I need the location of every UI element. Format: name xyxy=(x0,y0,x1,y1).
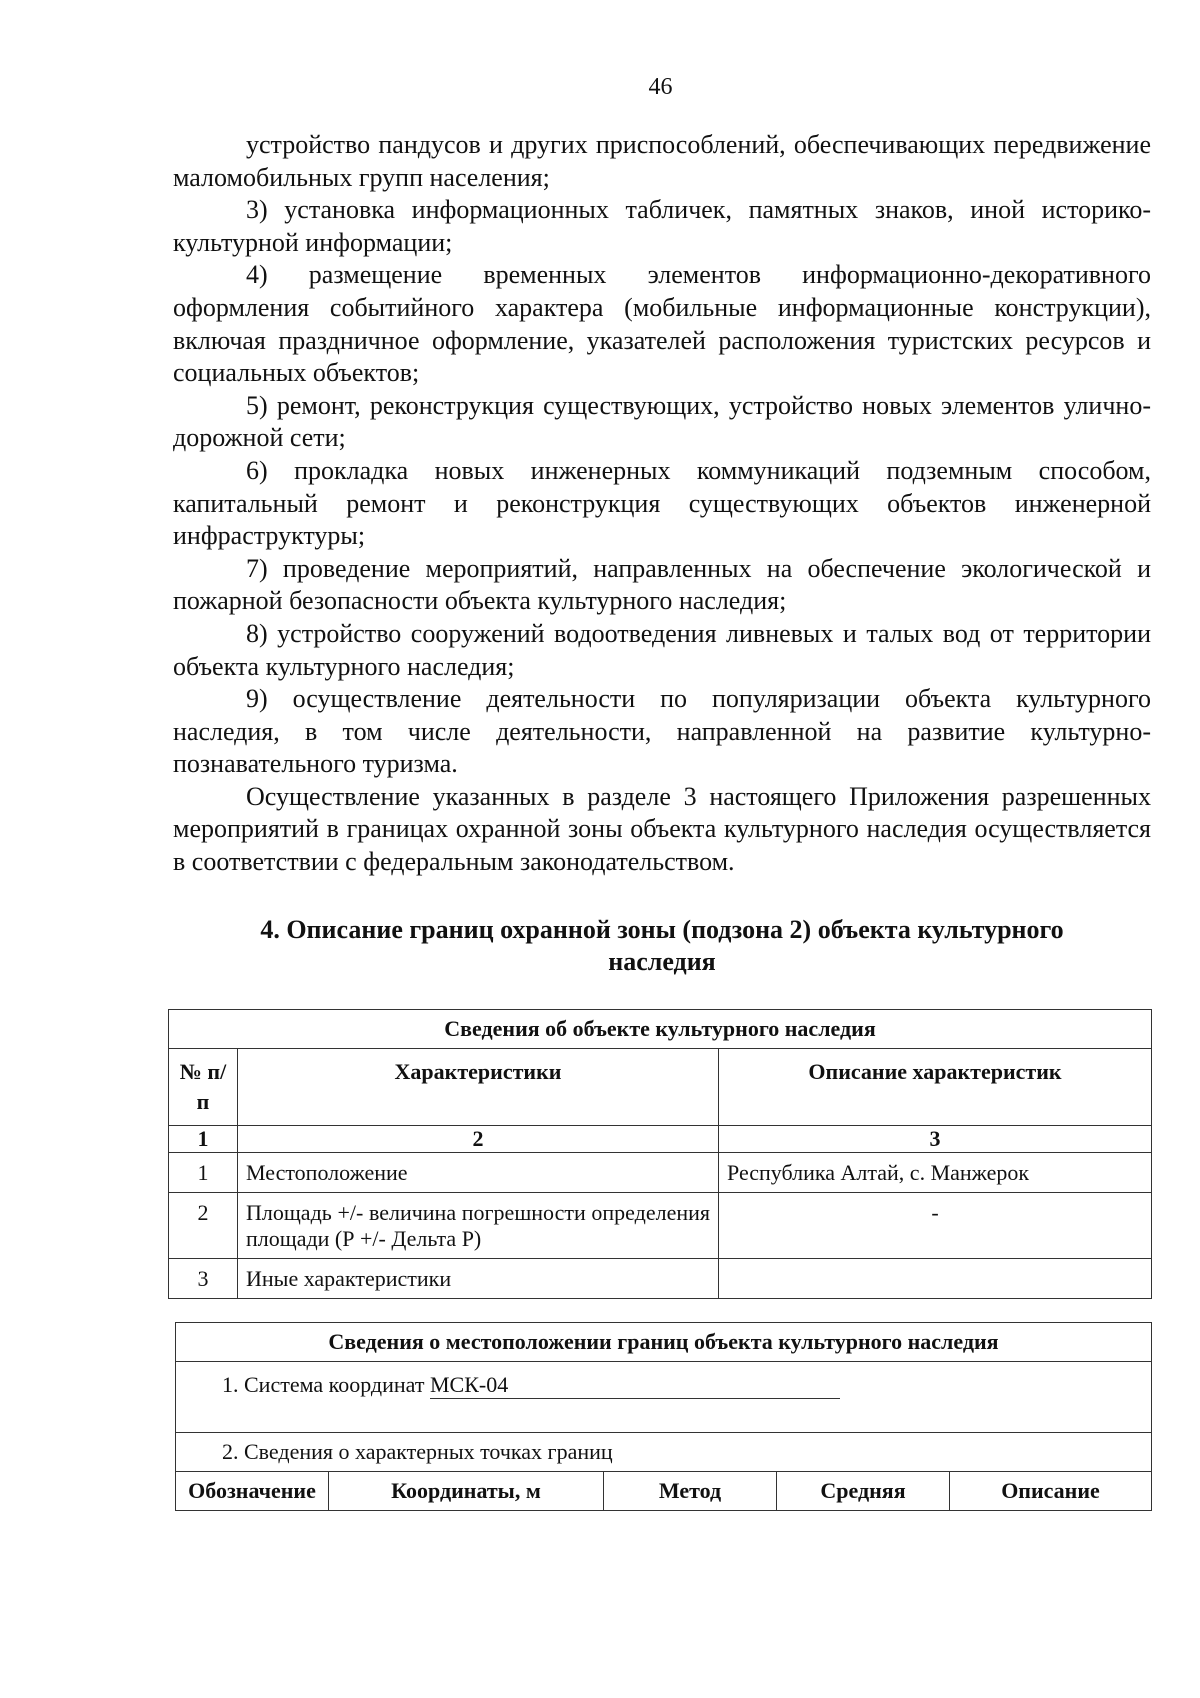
object-info-table xyxy=(168,1009,1152,1299)
row-value: - xyxy=(719,1193,1152,1259)
column-header-coordinates: Координаты, м xyxy=(329,1472,604,1511)
location-table xyxy=(175,1322,1152,1511)
column-header-designation: Обозначение xyxy=(176,1472,329,1511)
column-header-description: Описание xyxy=(950,1472,1152,1511)
page-number: 46 xyxy=(648,74,673,100)
coordinate-system-value: МСК-04 xyxy=(430,1372,840,1399)
paragraph: 9) осуществление деятельности по популяризации объекта культурного наследия, в том числе деятельности, направленной на развитие культурно-познавательного туризма. xyxy=(173,684,1151,779)
column-header-characteristics: Характеристики xyxy=(238,1049,719,1126)
row-characteristic: Иные характеристики xyxy=(238,1259,719,1299)
table-caption: Сведения о местоположении границ объекта культурного наследия xyxy=(176,1323,1152,1362)
column-number: 1 xyxy=(169,1126,238,1153)
paragraph: 4) размещение временных элементов информационно-декоративного оформления событийного характера (мобильные информационные конструкции), включая праздничное оформление, указателей расположения туристских ресурсов и социальных объектов; xyxy=(173,260,1151,388)
table-row xyxy=(169,1153,1152,1193)
paragraph: 7) проведение мероприятий, направленных на обеспечение экологической и пожарной безопасности объекта культурного наследия; xyxy=(173,553,1151,616)
table-caption: Сведения об объекте культурного наследия xyxy=(169,1010,1152,1049)
coordinate-system-label: 1. Система координат xyxy=(222,1372,425,1397)
row-number: 3 xyxy=(169,1259,238,1299)
paragraph: 6) прокладка новых инженерных коммуникаций подземным способом, капитальный ремонт и реконструкция существующих объектов инженерной инфраструктуры; xyxy=(173,455,1151,551)
section-heading-line: 4. Описание границ охранной зоны (подзона 2) объекта культурного xyxy=(260,915,1064,944)
row-characteristic: Местоположение xyxy=(238,1153,719,1193)
body-text xyxy=(173,129,1151,879)
row-number: 2 xyxy=(169,1193,238,1259)
paragraph: Осуществление указанных в разделе 3 настоящего Приложения разрешенных мероприятий в границах охранной зоны объекта культурного наследия осуществляется в соответствии с федеральным законодательством. xyxy=(173,781,1151,877)
column-header-number: № п/п xyxy=(169,1049,238,1126)
column-number: 2 xyxy=(238,1126,719,1153)
column-header-average: Средняя xyxy=(777,1472,950,1511)
section-heading xyxy=(173,914,1151,978)
column-number: 3 xyxy=(719,1126,1152,1153)
row-value: Республика Алтай, с. Манжерок xyxy=(719,1153,1152,1193)
paragraph: 8) устройство сооружений водоотведения ливневых и талых вод от территории объекта культурного наследия; xyxy=(173,618,1151,681)
table-row xyxy=(169,1259,1152,1299)
row-number: 1 xyxy=(169,1153,238,1193)
row-characteristic: Площадь +/- величина погрешности определения площади (Р +/- Дельта Р) xyxy=(238,1193,719,1259)
section-heading-line: наследия xyxy=(608,947,716,976)
points-label: 2. Сведения о характерных точках границ xyxy=(176,1433,1152,1472)
table-row xyxy=(169,1193,1152,1259)
column-header-description: Описание характеристик xyxy=(719,1049,1152,1126)
row-value xyxy=(719,1259,1152,1299)
coordinate-system-row xyxy=(176,1362,1152,1433)
column-header-method: Метод xyxy=(604,1472,777,1511)
paragraph: 3) установка информационных табличек, памятных знаков, иной историко-культурной информации; xyxy=(173,195,1151,257)
paragraph: устройство пандусов и других приспособлений, обеспечивающих передвижение маломобильных групп населения; xyxy=(173,130,1151,192)
paragraph: 5) ремонт, реконструкция существующих, устройство новых элементов улично-дорожной сети; xyxy=(173,390,1151,453)
